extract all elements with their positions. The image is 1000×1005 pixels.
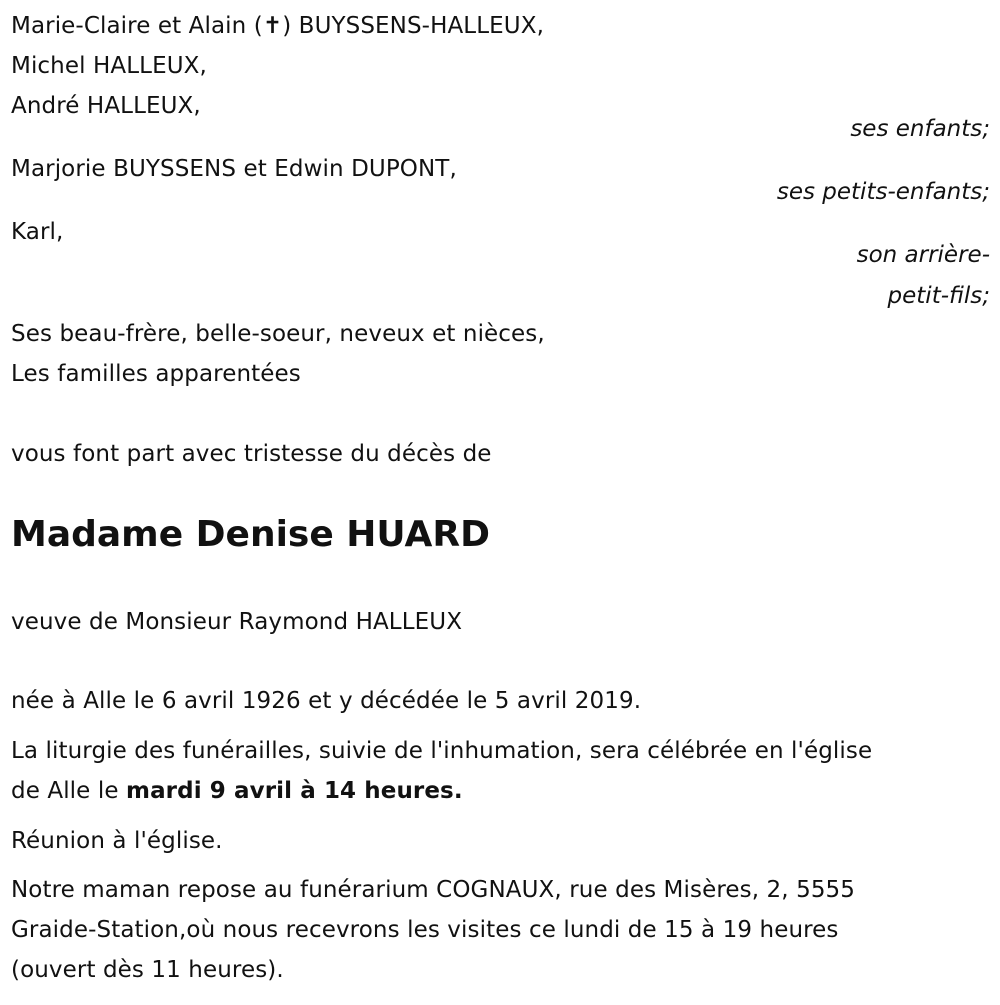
others-line-2: Les familles apparentées [11, 361, 301, 387]
liturgy-line-2-prefix: de Alle le [11, 778, 126, 804]
liturgy-date-time: mardi 9 avril à 14 heures. [126, 778, 463, 804]
meeting-text: Réunion à l'église. [11, 828, 223, 854]
funerarium-line-1: Notre maman repose au funérarium COGNAUX, rue des Misères, 2, 5555 [11, 877, 856, 903]
children-role: ses enfants; [850, 116, 990, 142]
announcement-text: vous font part avec tristesse du décès de [11, 441, 492, 467]
liturgy-line-1: La liturgie des funérailles, suivie de l'inhumation, sera célébrée en l'église [11, 738, 873, 764]
liturgy-line-2 [11, 771, 463, 811]
grandchildren-line: Marjorie BUYSSENS et Edwin DUPONT, [11, 156, 457, 182]
deceased-name: Madame Denise HUARD [11, 514, 491, 555]
child-line-3: André HALLEUX, [11, 93, 201, 119]
child-line-1: Marie-Claire et Alain (✝) BUYSSENS-HALLEUX, [11, 13, 544, 39]
great-grandchild-role-1: son arrière- [856, 242, 990, 268]
others-line-1: Ses beau-frère, belle-soeur, neveux et nièces, [11, 321, 545, 347]
funerarium-line-3: (ouvert dès 11 heures). [11, 957, 284, 983]
birth-death-text: née à Alle le 6 avril 1926 et y décédée le 5 avril 2019. [11, 688, 642, 714]
great-grandchild-line: Karl, [11, 219, 64, 245]
widow-of-text: veuve de Monsieur Raymond HALLEUX [11, 609, 463, 635]
funerarium-line-2: Graide-Station,où nous recevrons les visites ce lundi de 15 à 19 heures [11, 917, 839, 943]
grandchildren-role: ses petits-enfants; [776, 179, 990, 205]
child-line-2: Michel HALLEUX, [11, 53, 207, 79]
great-grandchild-role-2: petit-fils; [887, 283, 990, 309]
